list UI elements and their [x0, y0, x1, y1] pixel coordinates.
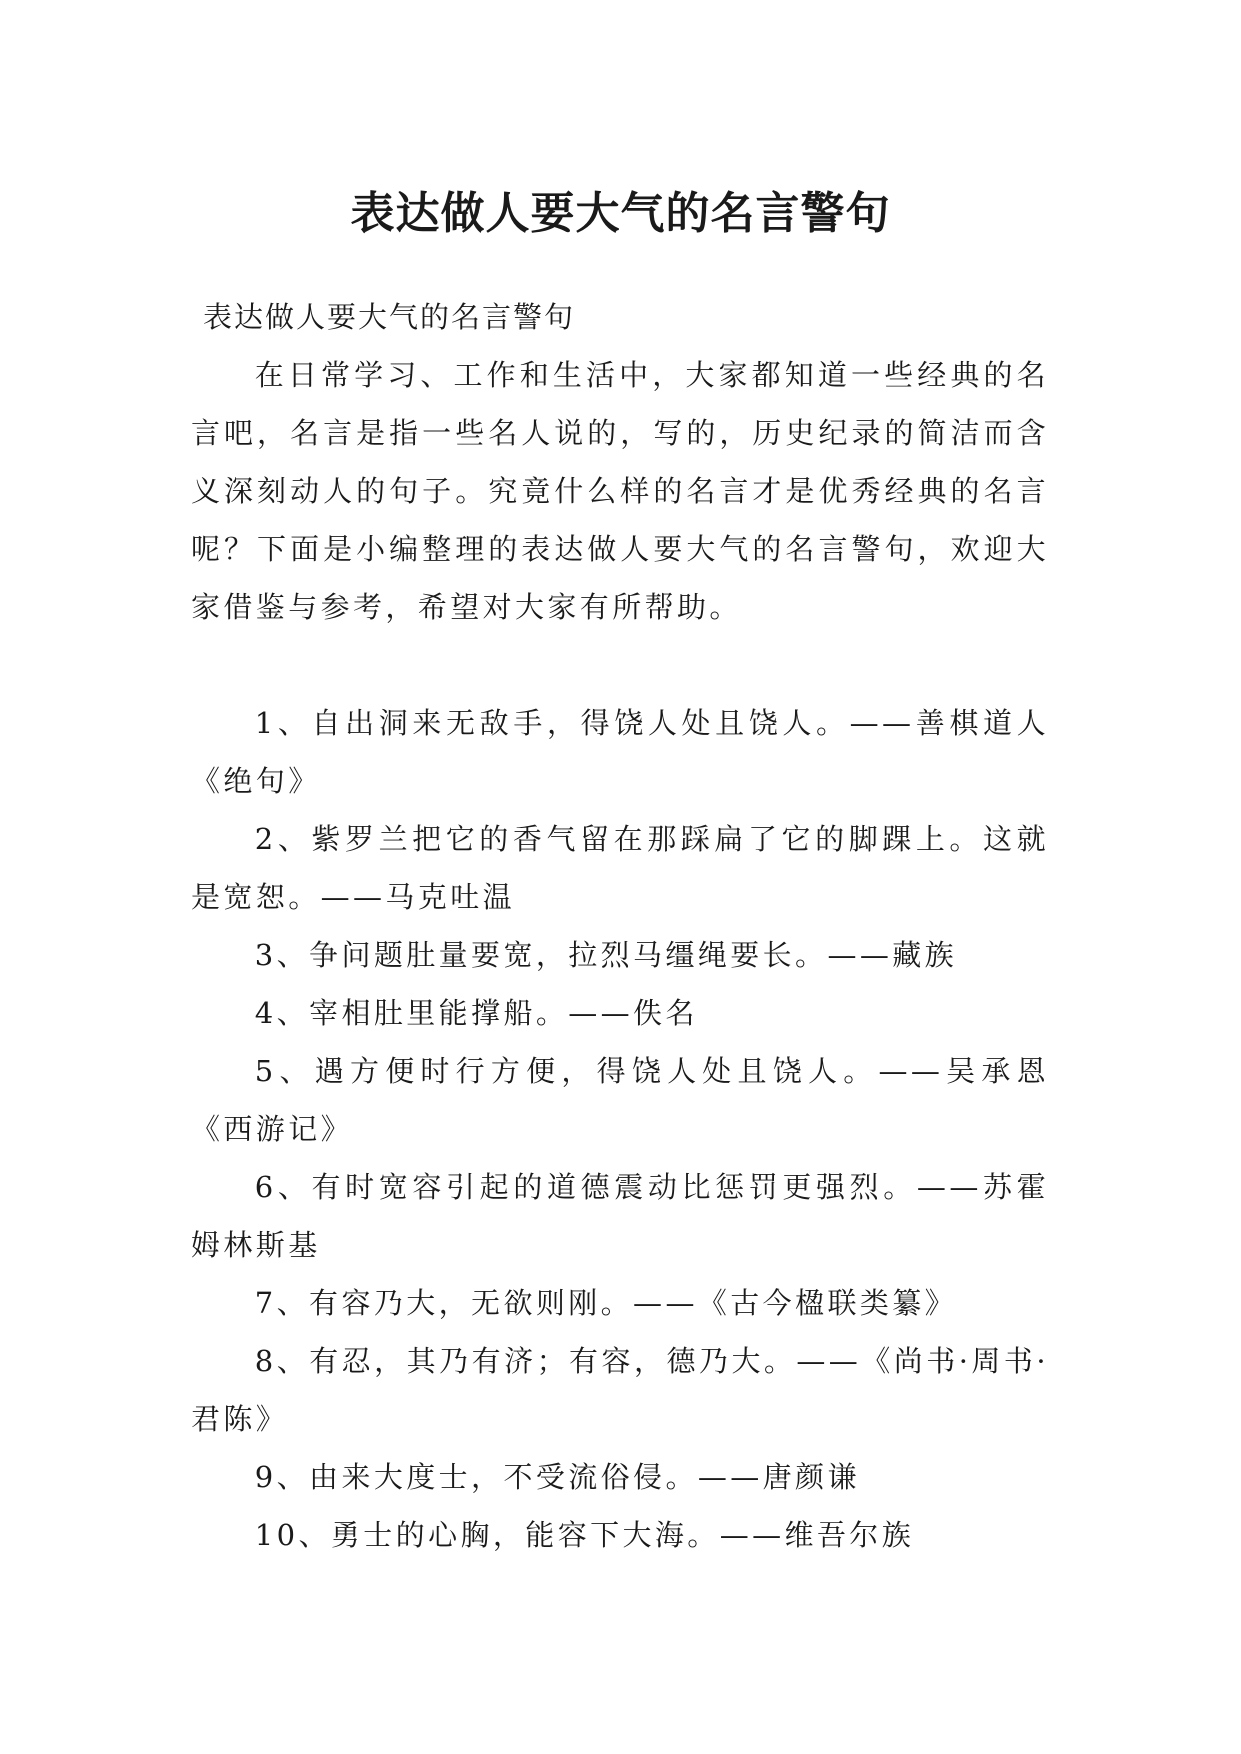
intro-paragraph: 在日常学习、工作和生活中，大家都知道一些经典的名言吧，名言是指一些名人说的，写的，历史纪录的简洁而含义深刻动人的句子。究竟什么样的名言才是优秀经典的名言呢？下面是小编整理的表达做人要大气的名言警句，欢迎大家借鉴与参考，希望对大家有所帮助。: [191, 358, 1049, 624]
quote-item: 5、遇方便时行方便，得饶人处且饶人。——吴承恩《西游记》: [191, 1054, 1049, 1146]
quote-item: 7、有容乃大，无欲则刚。——《古今楹联类纂》: [254, 1286, 958, 1320]
document-title: 表达做人要大气的名言警句: [350, 188, 891, 240]
quote-list: [191, 694, 1049, 1564]
quote-item: 3、争问题肚量要宽，拉烈马缰绳要长。——藏族: [254, 938, 958, 972]
quote-item: 1、自出洞来无敌手，得饶人处且饶人。——善棋道人《绝句》: [191, 706, 1049, 798]
quote-item: 8、有忍，其乃有济；有容，德乃大。——《尚书·周书·君陈》: [191, 1344, 1049, 1436]
quote-item: 9、由来大度士，不受流俗侵。——唐颜谦: [254, 1460, 860, 1494]
document-subtitle: 表达做人要大气的名言警句: [203, 300, 576, 334]
quote-item: 6、有时宽容引起的道德震动比惩罚更强烈。——苏霍姆林斯基: [191, 1170, 1049, 1262]
quote-item: 10、勇士的心胸，能容下大海。——维吾尔族: [254, 1518, 915, 1552]
document-body: [191, 288, 1049, 1564]
quote-item: 4、宰相肚里能撑船。——佚名: [254, 996, 698, 1030]
quote-item: 2、紫罗兰把它的香气留在那踩扁了它的脚踝上。这就是宽恕。——马克吐温: [191, 822, 1049, 914]
